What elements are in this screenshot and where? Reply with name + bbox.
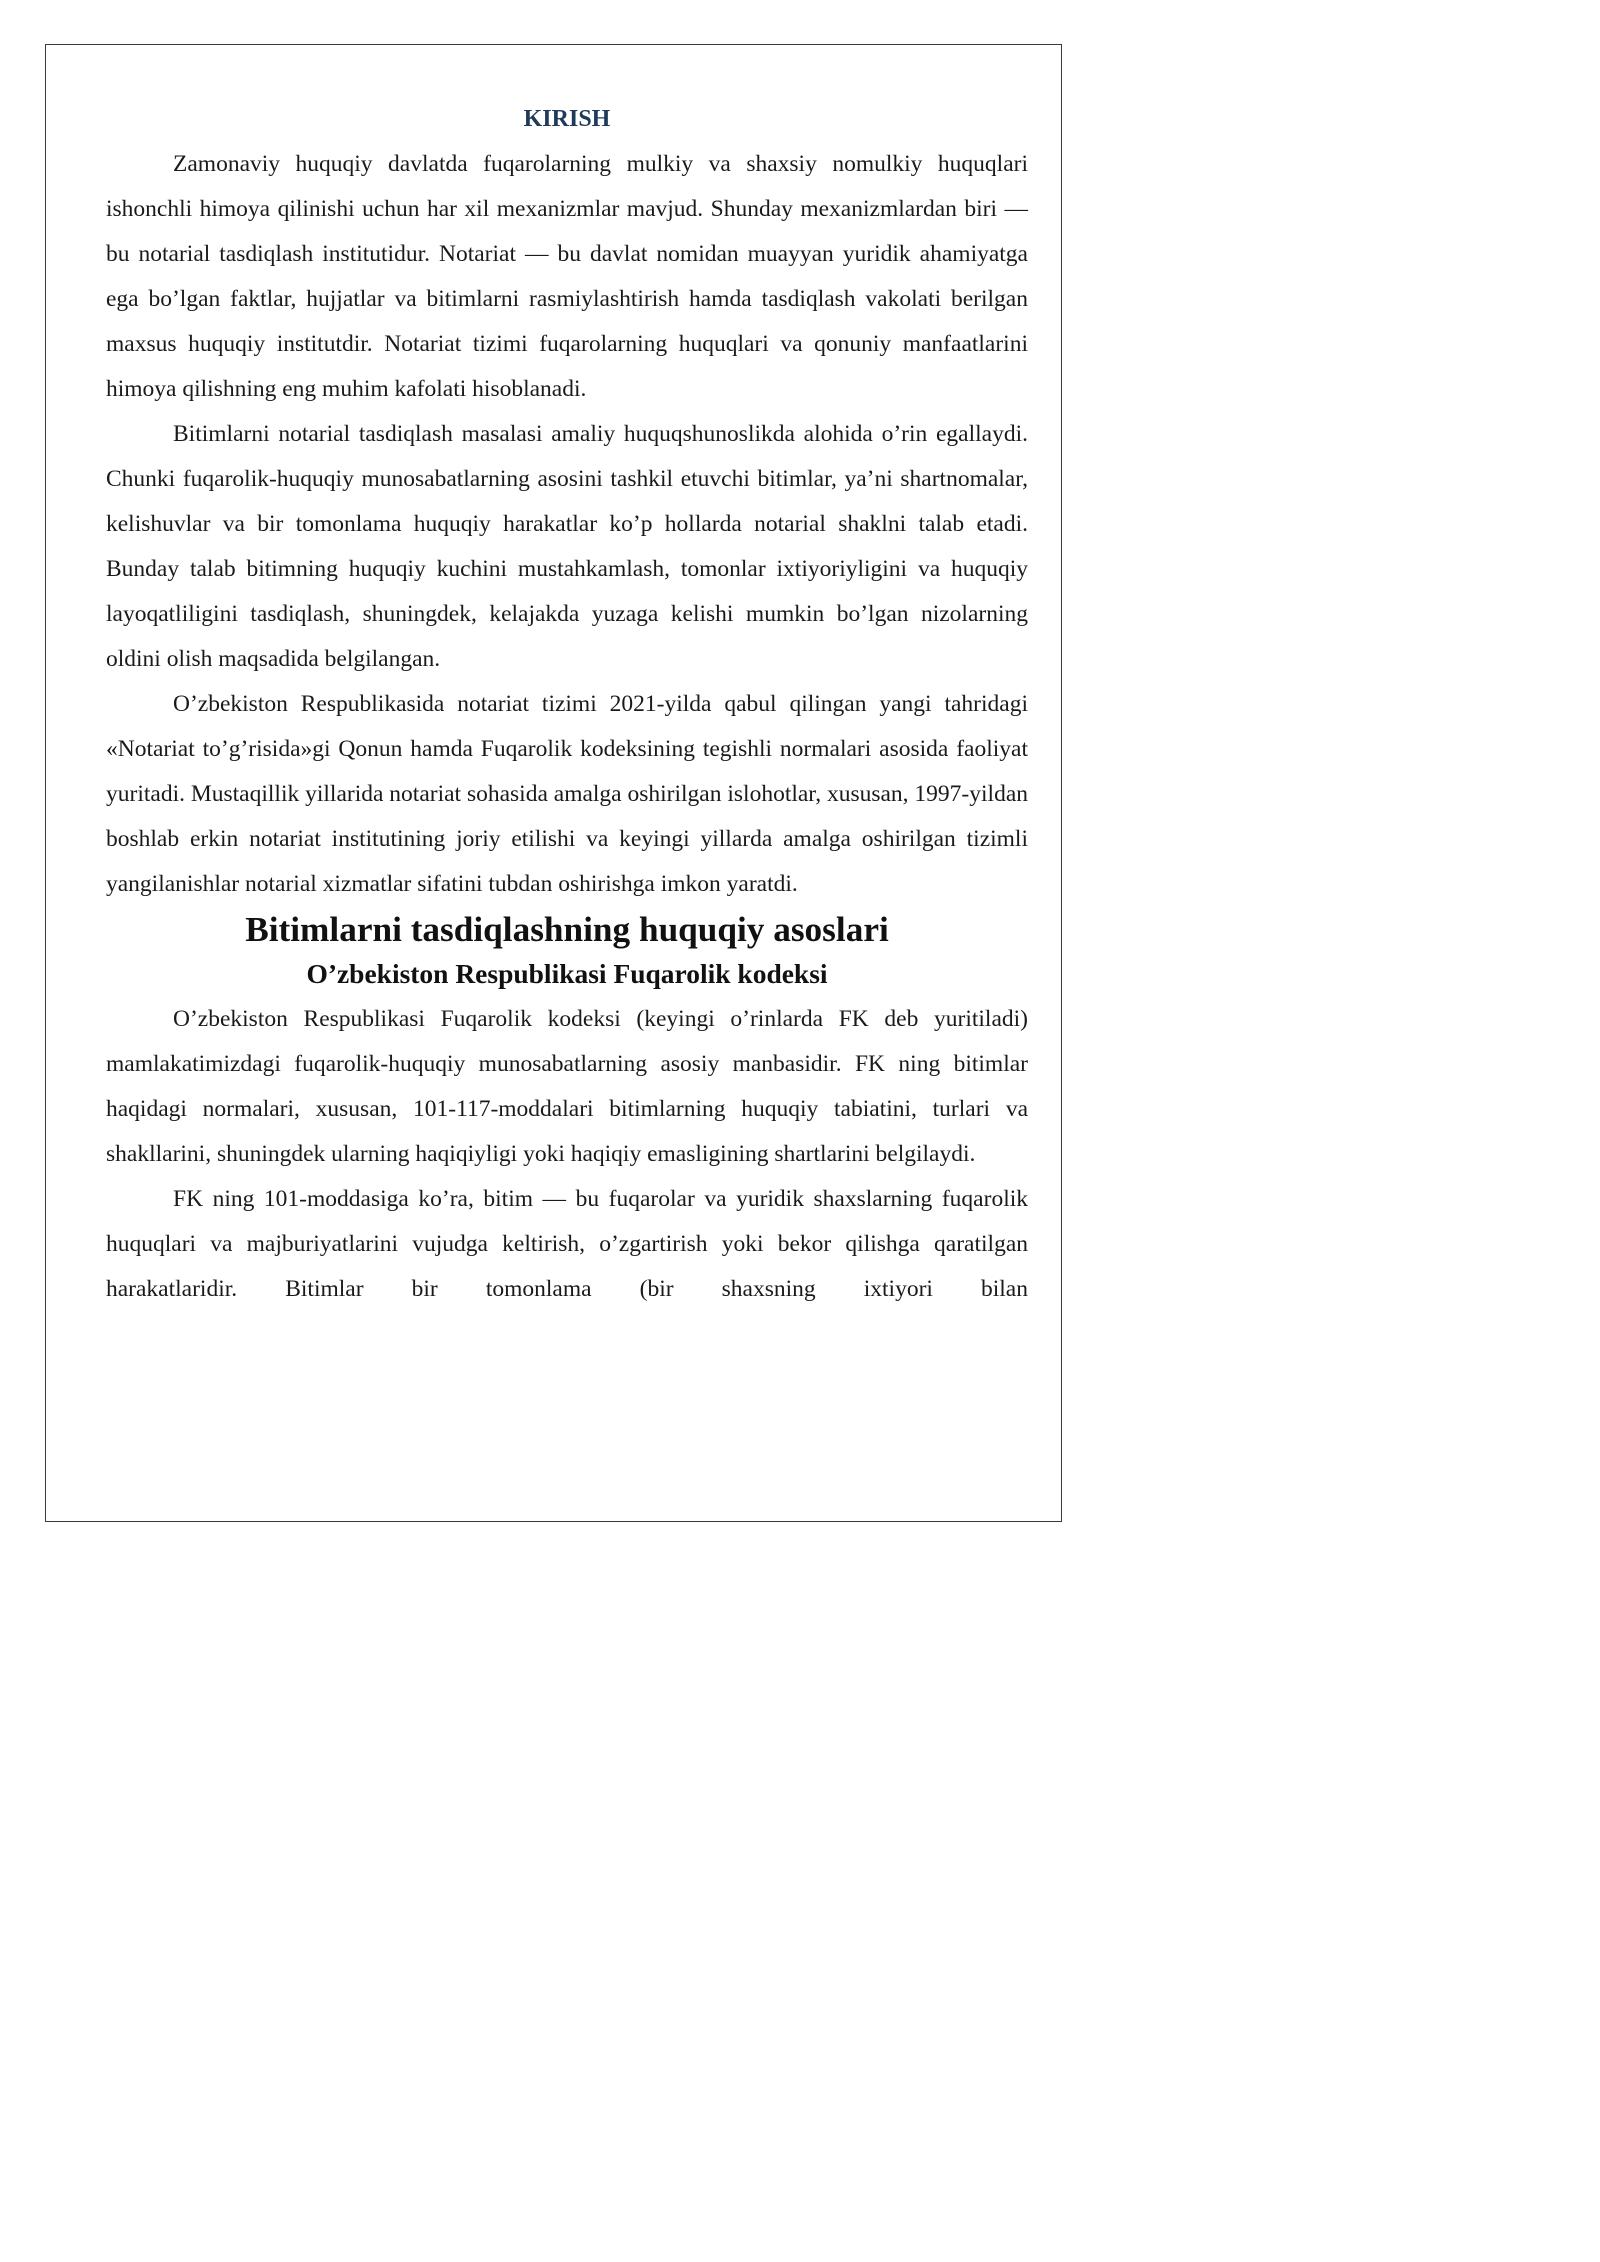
section-heading: Bitimlarni tasdiqlashning huquqiy asoslari [245, 910, 889, 949]
document-body [106, 97, 1028, 1312]
intro-paragraph-3: O’zbekiston Respublikasida notariat tizimi 2021-yilda qabul qilingan yangi tahridagi «Notariat to’g’risida»gi Qonun hamda Fuqarolik kodeksining tegishli normalari asosida faoliyat yuritadi. Mustaqillik yillarida notariat sohasida amalga oshirilgan islohotlar, xususan, 1997-yildan boshlab erkin notariat institutining joriy etilishi va keyingi yillarda amalga oshirilgan tizimli yangilanishlar notarial xizmatlar sifatini tubdan oshirishga imkon yaratdi. [106, 691, 1028, 897]
section-paragraph-1: O’zbekiston Respublikasi Fuqarolik kodeksi (keyingi o’rinlarda FK deb yuritiladi) mamlakatimizdagi fuqarolik-huquqiy munosabatlarning asosiy manbasidir. FK ning bitimlar haqidagi normalari, xususan, 101-117-moddalari bitimlarning huquqiy tabiatini, turlari va shakllarini, shuningdek ularning haqiqiyligi yoki haqiqiy emasligining shartlarini belgilaydi. [106, 1006, 1028, 1167]
intro-paragraph-1: Zamonaviy huquqiy davlatda fuqarolarning mulkiy va shaxsiy nomulkiy huquqlari ishonchli himoya qilinishi uchun har xil mexanizmlar mavjud. Shunday mexanizmlardan biri — bu notarial tasdiqlash institutidur. Notariat — bu davlat nomidan muayyan yuridik ahamiyatga ega bo’lgan faktlar, hujjatlar va bitimlarni rasmiylashtirish hamda tasdiqlash vakolati berilgan maxsus huquqiy institutdir. Notariat tizimi fuqarolarning huquqlari va qonuniy manfaatlarini himoya qilishning eng muhim kafolati hisoblanadi. [106, 151, 1028, 402]
section-paragraph-2: FK ning 101-moddasiga ko’ra, bitim — bu fuqarolar va yuridik shaxslarning fuqarolik huquqlari va majburiyatlarini vujudga keltirish, o’zgartirish yoki bekor qilishga qaratilgan harakatlaridir. Bitimlar bir tomonlama (bir shaxsning ixtiyori bilan [106, 1186, 1028, 1302]
subsection-heading: O’zbekiston Respublikasi Fuqarolik kodeksi [306, 959, 828, 989]
document-title: KIRISH [523, 106, 611, 132]
intro-paragraph-2: Bitimlarni notarial tasdiqlash masalasi amaliy huquqshunoslikda alohida o’rin egallaydi. Chunki fuqarolik-huquqiy munosabatlarning asosini tashkil etuvchi bitimlar, ya’ni shartnomalar, kelishuvlar va bir tomonlama huquqiy harakatlar ko’p hollarda notarial shaklni talab etadi. Bunday talab bitimning huquqiy kuchini mustahkamlash, tomonlar ixtiyoriyligini va huquqiy layoqatliligini tasdiqlash, shuningdek, kelajakda yuzaga kelishi mumkin bo’lgan nizolarning oldini olish maqsadida belgilangan. [106, 421, 1028, 672]
